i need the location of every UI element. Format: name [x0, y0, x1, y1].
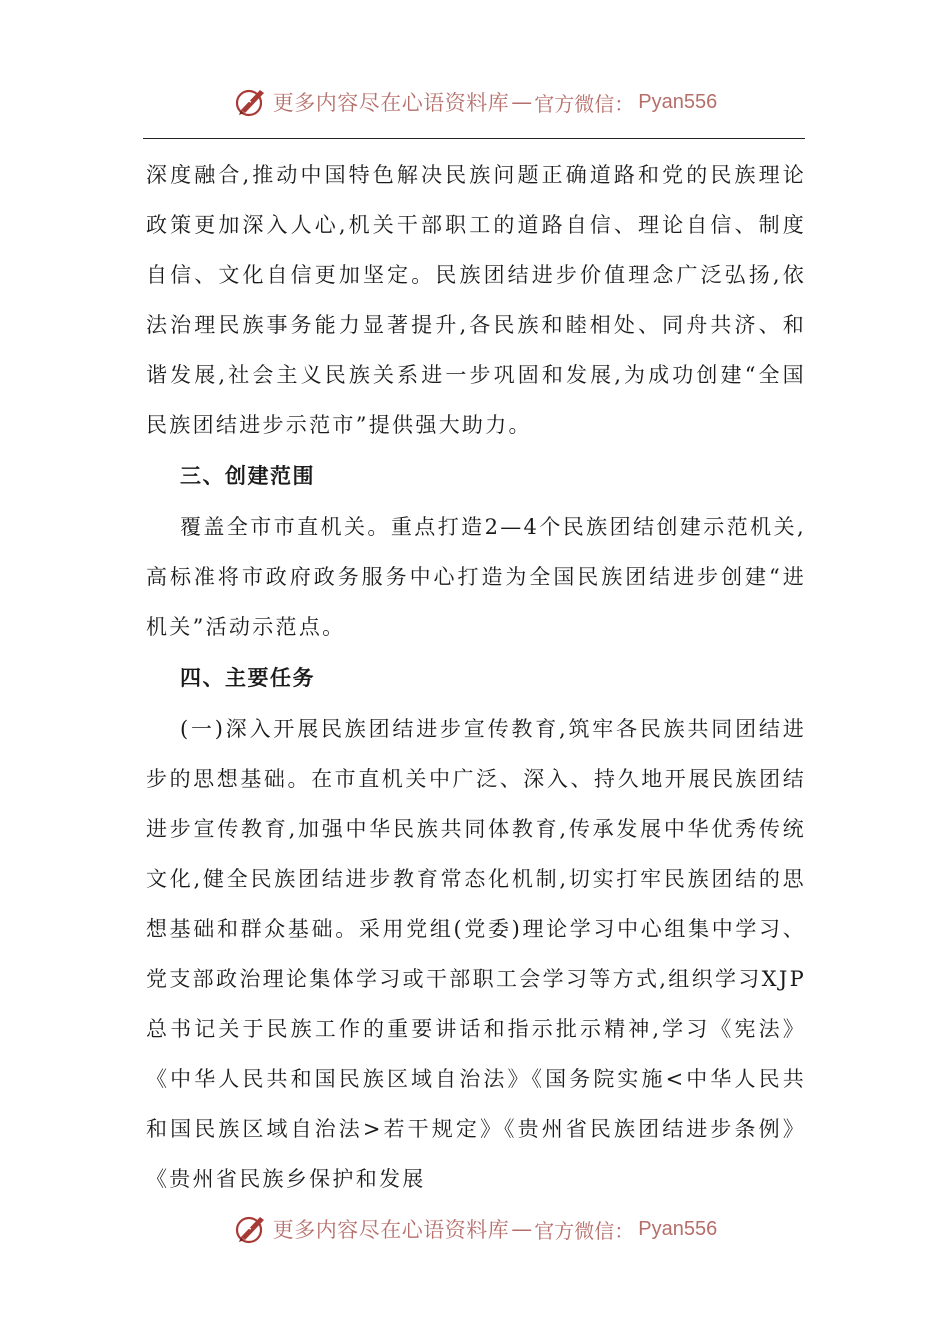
footer-wechat-label: 官方微信：	[534, 1218, 635, 1243]
header-divider	[143, 138, 805, 139]
paragraph-task-one: (一)深入开展民族团结进步宣传教育,筑牢各民族共同团结进步的思想基础。在市直机关中广泛、深入、持久地开展民族团结进步宣传教育,加强中华民族共同体教育,传承发展中华优秀传统文化,健全民族团结进步教育常态化机制,切实打牢民族团结的思想基础和群众基础。采用党组(党委)理论学习中心组集中学习、党支部政治理论集体学习或干部职工会学习等方式,组织学习XJP总书记关于民族工作的重要讲话和指示批示精神,学习《宪法》《中华人民共和国民族区域自治法》《国务院实施<中华人民共和国民族区域自治法>若干规定》《贵州省民族团结进步条例》《贵州省民族乡保护和发展	[146, 717, 806, 1191]
header-wechat-id: Pyan556	[638, 90, 718, 113]
footer-brand: 更多内容尽在心语资料库	[272, 1218, 510, 1242]
footer-wechat-id: Pyan556	[638, 1217, 718, 1240]
document-body	[146, 150, 806, 1204]
section-heading-tasks: 四、主要任务	[180, 666, 315, 690]
footer-dash: —	[511, 1217, 533, 1241]
header-brand: 更多内容尽在心语资料库	[272, 91, 510, 115]
paragraph-scope: 覆盖全市市直机关。重点打造2—4个民族团结创建示范机关,高标准将市政府政务服务中心打造为全国民族团结进步创建“进机关”活动示范点。	[146, 515, 806, 639]
paragraph-continuation: 深度融合,推动中国特色解决民族问题正确道路和党的民族理论政策更加深入人心,机关干部职工的道路自信、理论自信、制度自信、文化自信更加坚定。民族团结进步价值理念广泛弘扬,依法治理民族事务能力显著提升,各民族和睦相处、同舟共济、和谐发展,社会主义民族关系进一步巩固和发展,为成功创建“全国民族团结进步示范市”提供强大助力。	[146, 163, 806, 437]
section-heading-scope: 三、创建范围	[180, 464, 315, 488]
footer-banner	[0, 1209, 950, 1249]
header-wechat-label: 官方微信：	[534, 91, 635, 116]
pen-logo-icon	[233, 84, 269, 120]
pen-logo-icon	[233, 1211, 269, 1247]
header-dash: —	[511, 90, 533, 114]
header-banner	[0, 82, 950, 122]
